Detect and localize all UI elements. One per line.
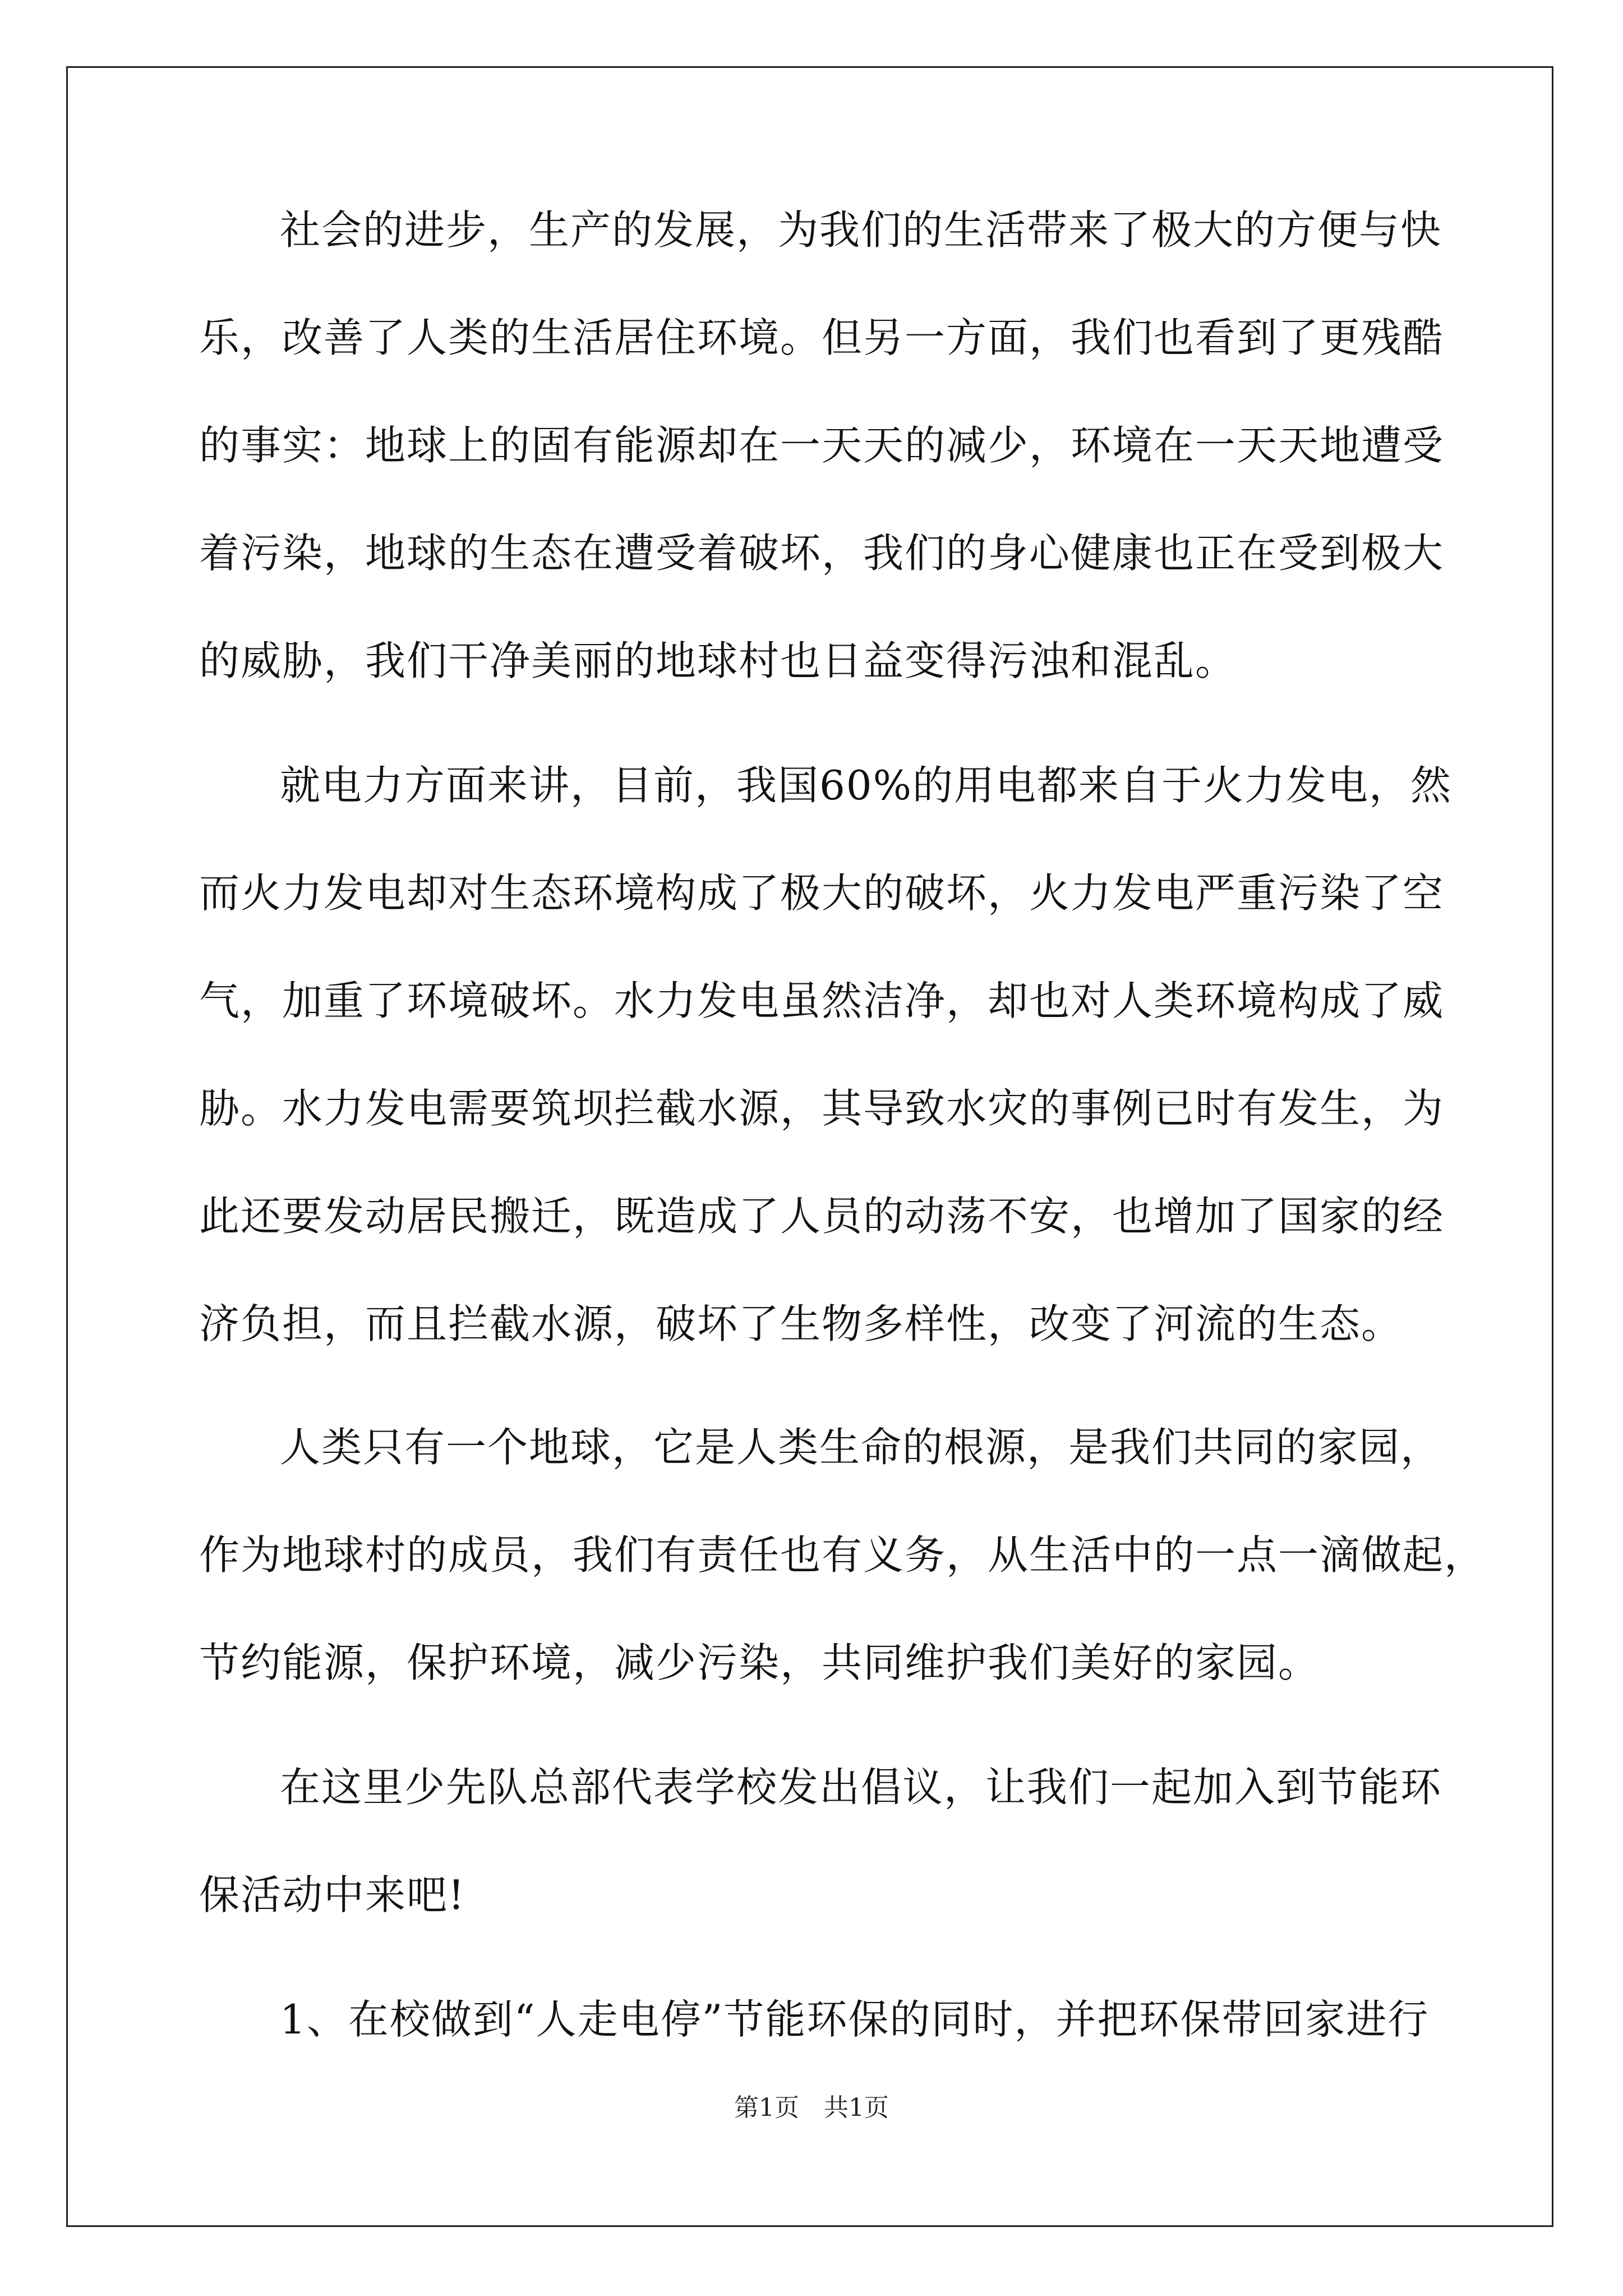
paragraph-2-line-6: 济负担，而且拦截水源，破坏了生物多样性，改变了河流的生态。	[199, 1300, 1403, 1347]
paragraph-3-line-3: 节约能源，保护环境，减少污染，共同维护我们美好的家园。	[199, 1639, 1320, 1686]
paragraph-1-line-1: 社会的进步，生产的发展，为我们的生活带来了极大的方便与快	[280, 206, 1442, 254]
paragraph-5-line-1: 1、在校做到“人走电停”节能环保的同时，并把环保带回家进行	[280, 1996, 1430, 2043]
paragraph-2-line-4: 胁。水力发电需要筑坝拦截水源，其导致水灾的事例已时有发生，为	[199, 1085, 1445, 1132]
paragraph-1-line-2: 乐，改善了人类的生活居住环境。但另一方面，我们也看到了更残酷	[199, 314, 1445, 361]
paragraph-1-line-3: 的事实：地球上的固有能源却在一天天的减少，环境在一天天地遭受	[199, 422, 1445, 469]
paragraph-3-line-1: 人类只有一个地球，它是人类生命的根源，是我们共同的家园，	[280, 1424, 1442, 1471]
paragraph-2-line-3: 气，加重了环境破坏。水力发电虽然洁净，却也对人类环境构成了威	[199, 977, 1445, 1024]
paragraph-1-line-5: 的威胁，我们干净美丽的地球村也日益变得污浊和混乱。	[199, 637, 1237, 684]
page-number-footer: 第1页 共1页	[734, 2093, 889, 2122]
paragraph-2-line-5: 此还要发动居民搬迁，既造成了人员的动荡不安，也增加了国家的经	[199, 1193, 1445, 1240]
paragraph-4-line-1: 在这里少先队总部代表学校发出倡议，让我们一起加入到节能环	[280, 1764, 1442, 1811]
paragraph-1-line-4: 着污染，地球的生态在遭受着破坏，我们的身心健康也正在受到极大	[199, 530, 1445, 577]
paragraph-4-line-2: 保活动中来吧!	[199, 1871, 465, 1918]
paragraph-3-line-2: 作为地球村的成员，我们有责任也有义务，从生活中的一点一滴做起，	[199, 1531, 1486, 1579]
paragraph-2-line-1: 就电力方面来讲，目前，我国60%的用电都来自于火力发电，然	[280, 762, 1453, 809]
paragraph-2-line-2: 而火力发电却对生态环境构成了极大的破坏，火力发电严重污染了空	[199, 869, 1445, 917]
